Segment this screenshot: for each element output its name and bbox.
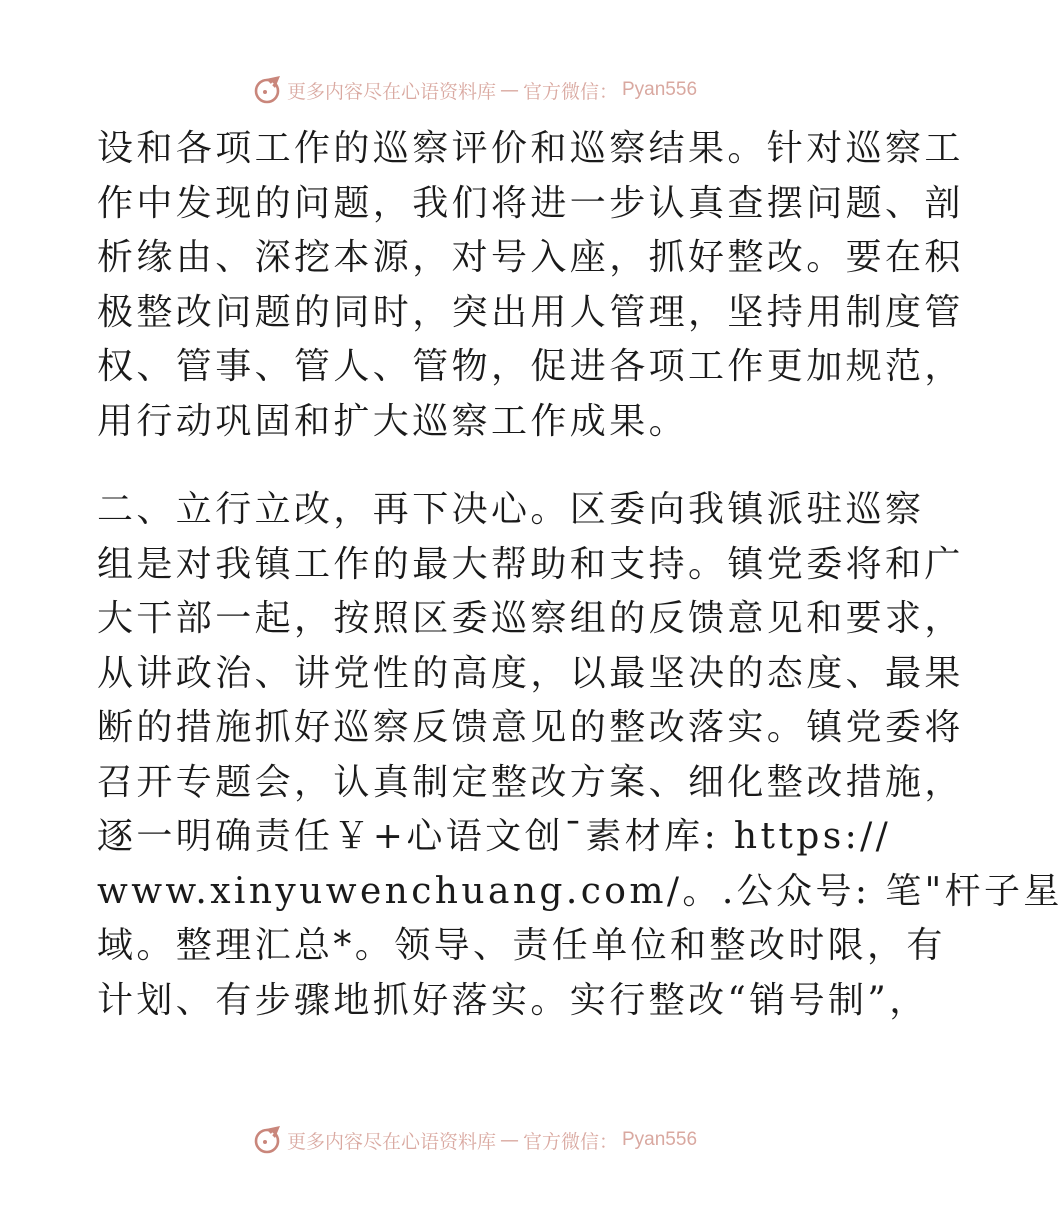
- paragraph-1: [97, 122, 964, 449]
- watermark-content: [253, 75, 697, 105]
- watermark-brand: 更多内容尽在心语资料库: [286, 1130, 496, 1153]
- watermark-separator: —: [499, 1129, 519, 1151]
- watermark-content: [253, 1125, 697, 1155]
- text-line: 计划、有步骤地抓好落实。实行整改“销号制”，: [97, 979, 929, 1021]
- text-line: 从讲政治、讲党性的高度，以最坚决的态度、最果: [97, 652, 964, 694]
- text-line: 用行动巩固和扩大巡察工作成果。: [97, 400, 689, 442]
- watermark-wechat-label: 官方微信：: [522, 1130, 618, 1153]
- pen-nib-circle-icon: [253, 75, 283, 105]
- text-line: 断的措施抓好巡察反馈意见的整改落实。镇党委将: [97, 707, 964, 748]
- document-body: [97, 122, 1063, 1028]
- watermark-wechat-id: Pyan556: [622, 79, 698, 100]
- text-line-url: 逐一明确责任￥+心语文创¯素材库: https://: [97, 816, 892, 857]
- text-line: 析缘由、深挖本源，对号入座，抓好整改。要在积: [97, 237, 964, 278]
- text-line: 作中发现的问题，我们将进一步认真查摆问题、剖: [97, 182, 964, 224]
- watermark-brand: 更多内容尽在心语资料库: [286, 80, 496, 103]
- pen-nib-circle-icon: [253, 1125, 283, 1155]
- text-line: 大干部一起，按照区委巡察组的反馈意见和要求，: [97, 598, 964, 639]
- text-line: 域。整理汇总*。领导、责任单位和整改时限，有: [97, 925, 946, 966]
- text-line: 设和各项工作的巡察评价和巡察结果。针对巡察工: [97, 128, 964, 169]
- text-line: 权、管事、管人、管物，促进各项工作更加规范，: [97, 346, 964, 387]
- watermark-wechat-label: 官方微信：: [522, 80, 618, 103]
- header-watermark: [0, 70, 950, 110]
- text-line: 组是对我镇工作的最大帮助和支持。镇党委将和广: [97, 543, 964, 585]
- text-line: 极整改问题的同时，突出用人管理，坚持用制度管: [97, 291, 964, 333]
- footer-watermark: [0, 1120, 950, 1160]
- text-line: 二、立行立改，再下决心。区委向我镇派驻巡察: [97, 489, 925, 530]
- watermark-wechat-id: Pyan556: [622, 1129, 698, 1150]
- paragraph-2: [97, 483, 1063, 1028]
- text-line-url: www.xinyuwenchuang.com/。.公众号: 笔"杆子星: [97, 870, 1063, 912]
- watermark-separator: —: [499, 79, 519, 101]
- text-line: 召开专题会，认真制定整改方案、细化整改措施，: [97, 761, 964, 803]
